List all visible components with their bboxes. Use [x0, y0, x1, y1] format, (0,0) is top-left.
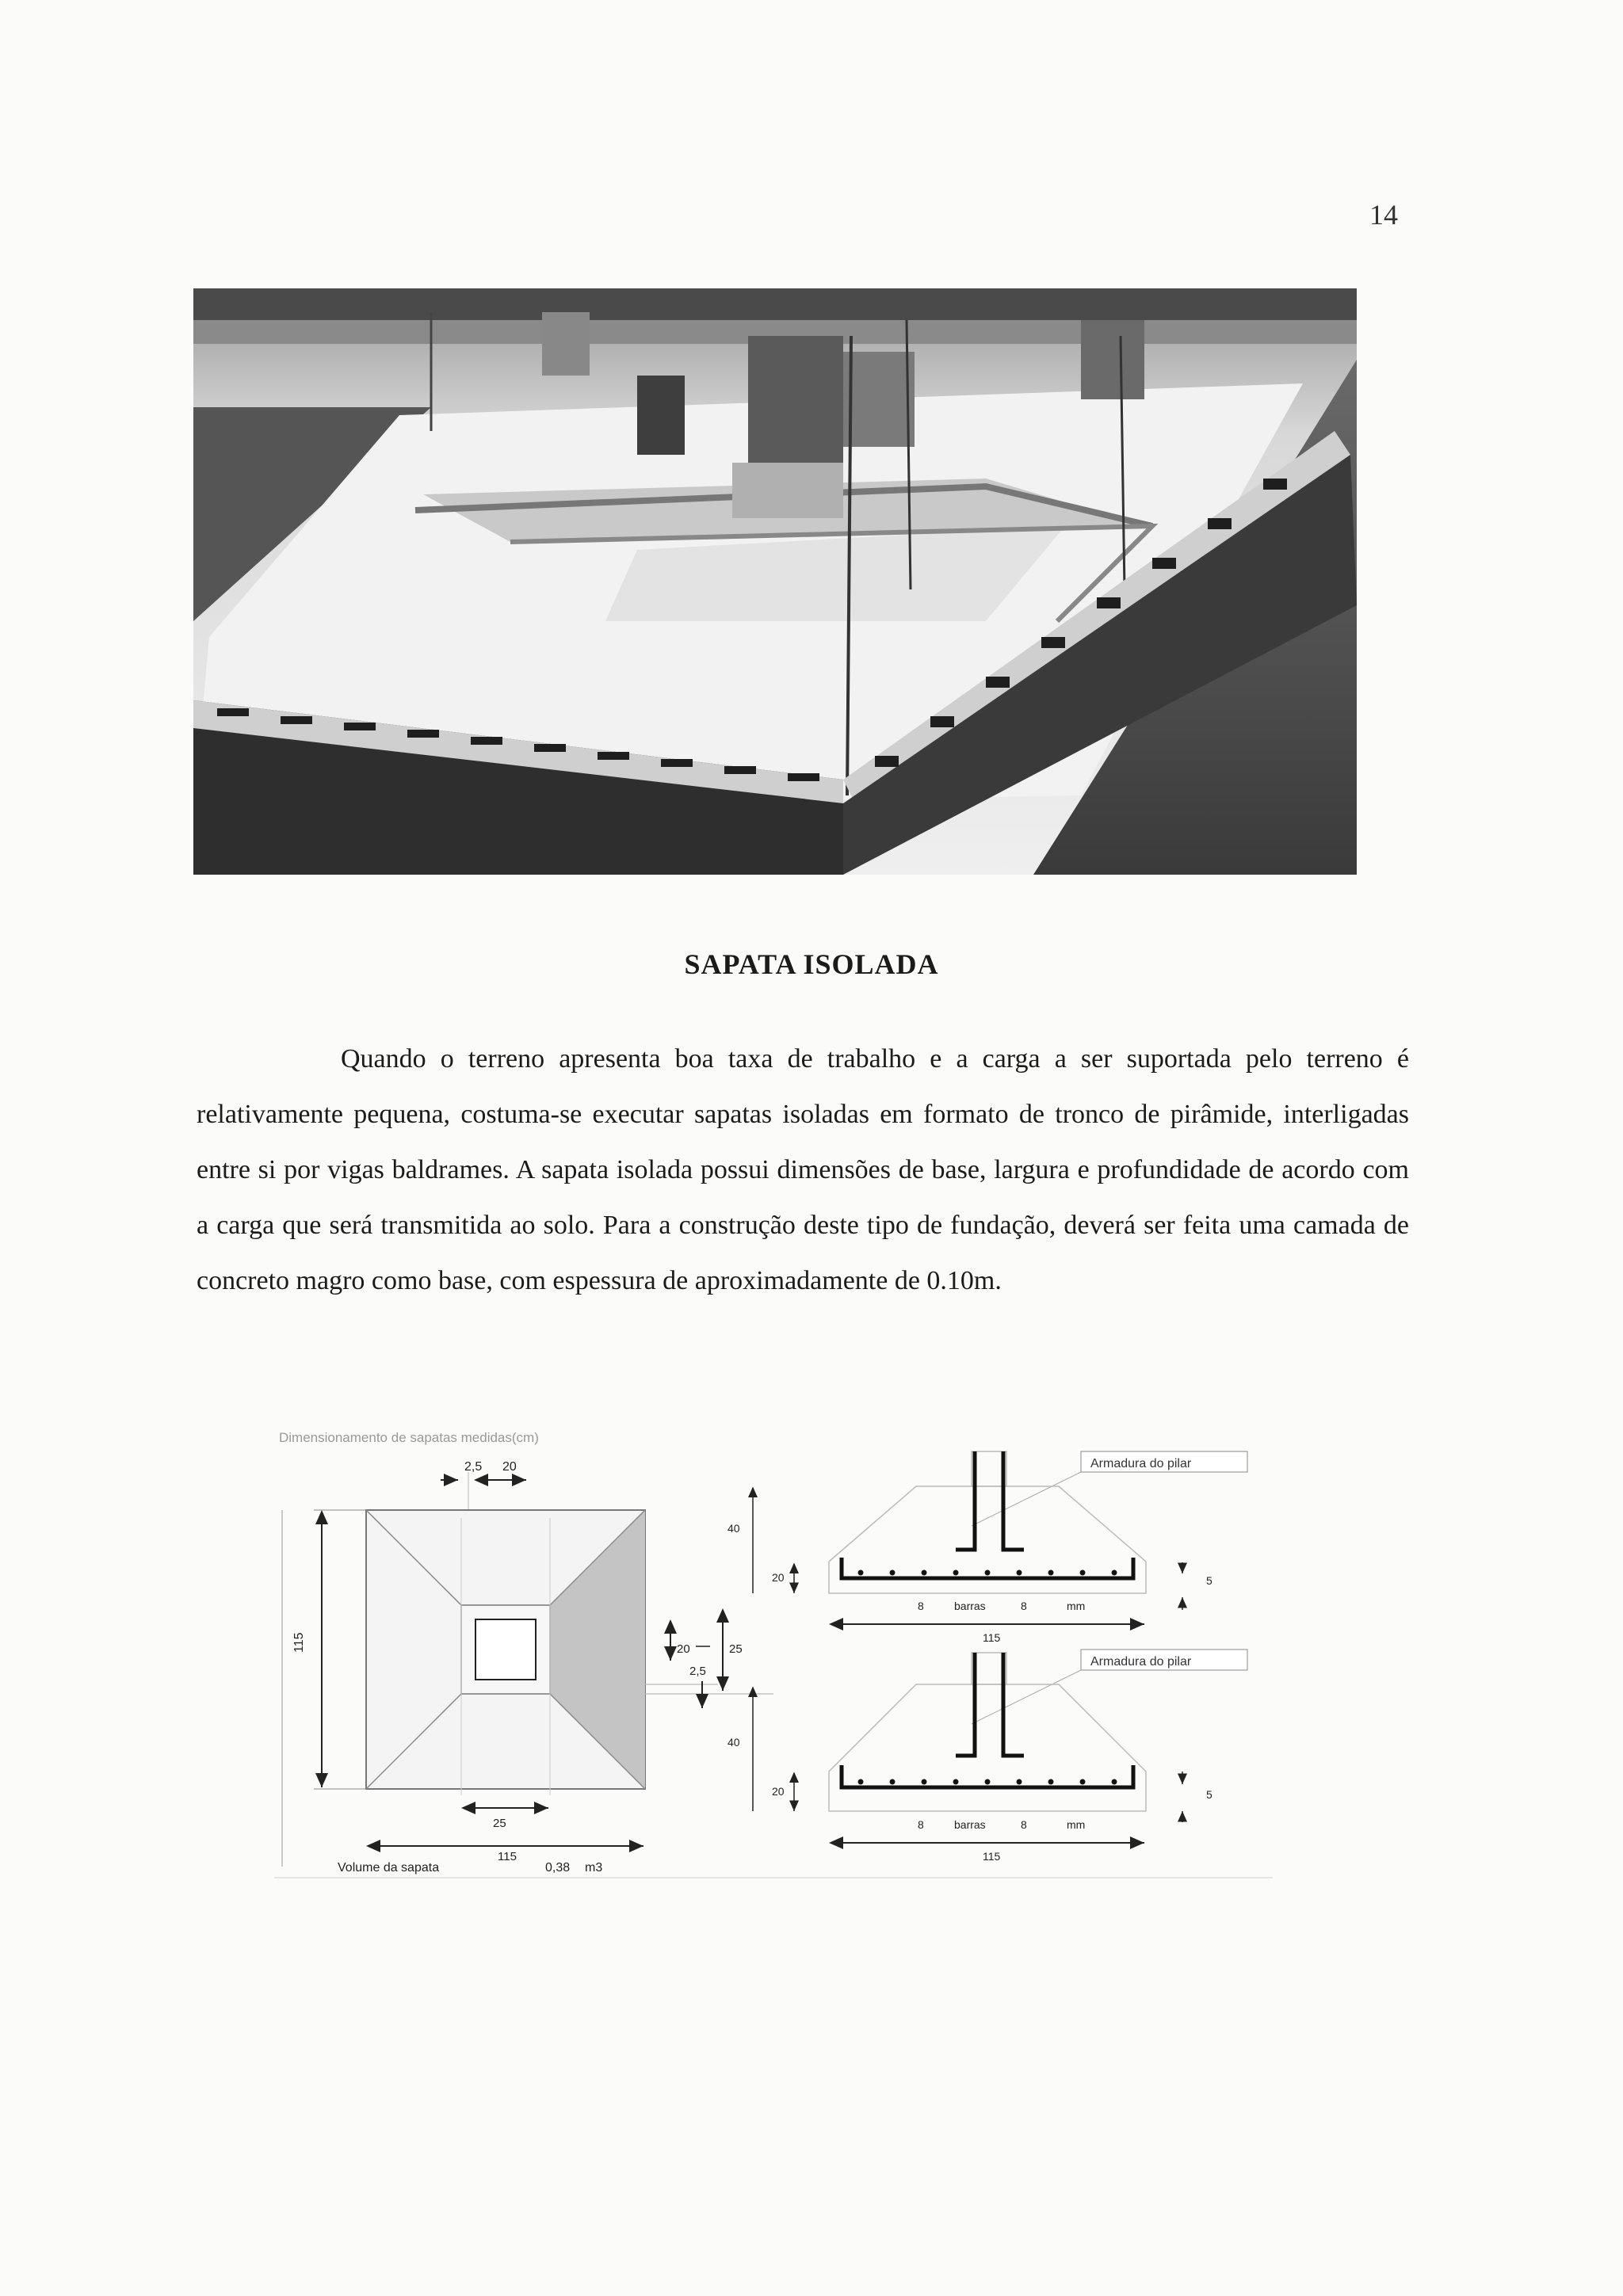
section-bottom-height-total: 40	[727, 1736, 740, 1749]
plan-dim-col: 20	[502, 1460, 517, 1474]
section-top-label: Armadura do pilar	[1090, 1457, 1192, 1470]
foundation-photo	[193, 288, 1357, 875]
section-bottom-label: Armadura do pilar	[1090, 1655, 1192, 1669]
section-view-top	[727, 1451, 1247, 1644]
section-top-bars-count: 8	[918, 1600, 924, 1612]
plan-dim-height: 115	[292, 1632, 306, 1653]
page-number: 14	[1369, 199, 1398, 231]
plan-dim-width: 115	[498, 1850, 517, 1863]
section-top-width: 115	[983, 1631, 1001, 1644]
volume-label: Volume da sapata	[338, 1861, 440, 1875]
plan-dim-cover-right: 2,5	[689, 1665, 706, 1678]
section-bottom-bar-diam: 8	[1021, 1818, 1027, 1831]
section-bottom-bars-count: 8	[918, 1818, 924, 1831]
volume-unit: m3	[585, 1861, 603, 1875]
section-heading: SAPATA ISOLADA	[684, 948, 939, 980]
section-bottom-bars-word: barras	[954, 1818, 986, 1831]
section-view-bottom	[727, 1650, 1247, 1863]
footing-diagram	[274, 1423, 1281, 1890]
diagram-title: Dimensionamento de sapatas medidas(cm)	[279, 1430, 539, 1445]
section-top-height-base: 20	[772, 1571, 785, 1584]
section-top-bar-unit: mm	[1067, 1600, 1086, 1612]
plan-dim-col-right: 20	[677, 1642, 690, 1656]
section-bottom-bar-unit: mm	[1067, 1818, 1086, 1831]
section-top-bar-diam: 8	[1021, 1600, 1027, 1612]
footing-diagram-drawing	[274, 1423, 1281, 1890]
section-top-height-total: 40	[727, 1522, 740, 1535]
section-bottom-cover: 5	[1206, 1788, 1212, 1801]
volume-value: 0,38	[545, 1861, 571, 1875]
foundation-photo-image	[193, 288, 1357, 875]
section-bottom-height-base: 20	[772, 1785, 785, 1798]
body-paragraph: Quando o terreno apresenta boa taxa de trabalho e a carga a ser suportada pelo terreno é relativamente pequena, costuma-se executar sapatas isoladas em formato de tronco de pirâmide, interligadas entre si por vigas baldrames. A sapata isolada possui dimensões de base, largura e profundidade de acordo com a carga que será transmitida ao solo. Para a construção deste tipo de fundação, deverá ser feita uma camada de concreto magro como base, com espessura de aproximadamente de 0.10m.	[197, 1044, 1409, 1295]
plan-dim-cover: 2,5	[464, 1460, 483, 1474]
plan-dim-inner: 25	[493, 1817, 506, 1830]
plan-dim-total-right: 25	[729, 1642, 743, 1656]
section-top-bars-word: barras	[954, 1600, 986, 1612]
section-top-cover: 5	[1206, 1574, 1212, 1587]
section-bottom-width: 115	[983, 1850, 1001, 1863]
